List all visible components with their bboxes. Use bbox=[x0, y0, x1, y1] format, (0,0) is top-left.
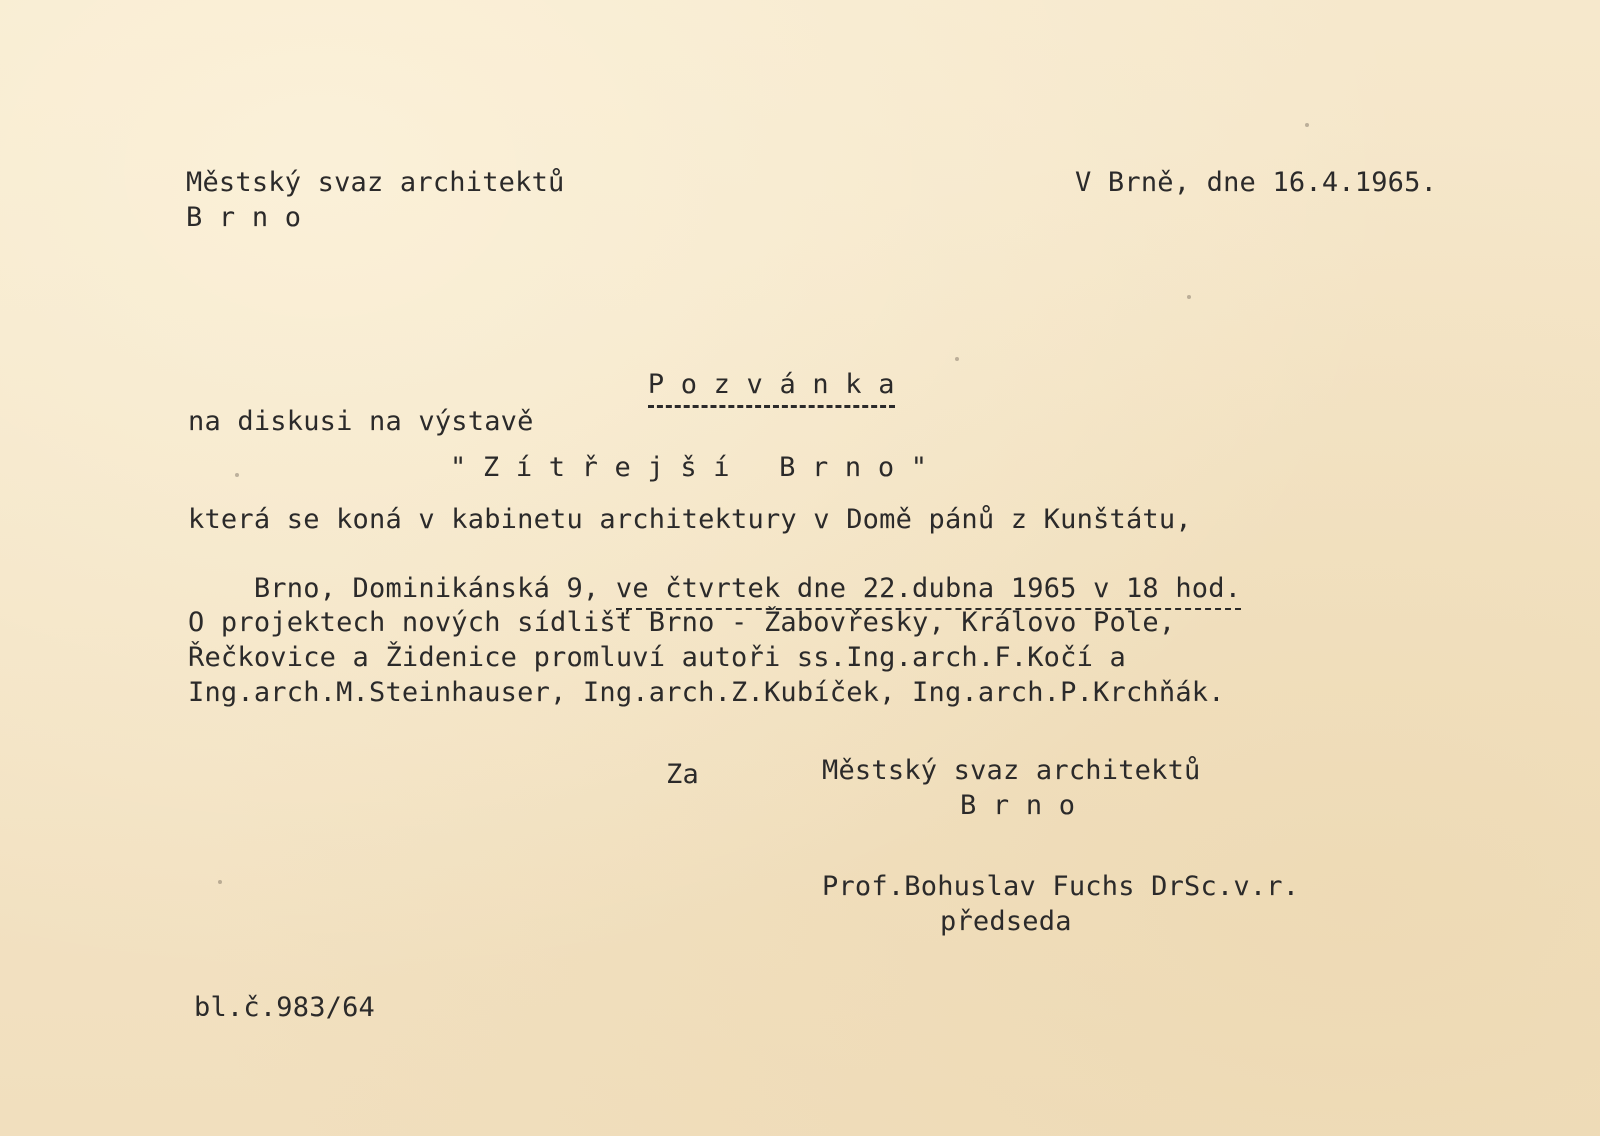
signatory-name: Prof.Bohuslav Fuchs DrSc.v.r. bbox=[822, 871, 1300, 902]
document-title-text: P o z v á n k a bbox=[648, 368, 895, 408]
event-datetime: ve čtvrtek dne 22.dubna 1965 v 18 hod. bbox=[616, 572, 1241, 610]
speakers-line-1: O projektech nových sídlišť Brno - Žabovřesky, Královo Pole, bbox=[188, 607, 1176, 638]
body-intro: na diskusi na výstavě bbox=[188, 406, 534, 437]
speakers-line-3: Ing.arch.M.Steinhauser, Ing.arch.Z.Kubíček, Ing.arch.P.Krchňák. bbox=[188, 677, 1225, 708]
exhibition-name: " Z í t ř e j š í B r n o " bbox=[450, 452, 928, 483]
closing-za: Za bbox=[666, 759, 699, 790]
paper-speck bbox=[1305, 123, 1309, 127]
document-title bbox=[582, 334, 895, 442]
paper-speck bbox=[218, 880, 222, 884]
venue-line-1: která se koná v kabinetu architektury v Domě pánů z Kunštátu, bbox=[188, 504, 1192, 535]
speakers-line-2: Řečkovice a Židenice promluví autoři ss.Ing.arch.F.Kočí a bbox=[188, 642, 1126, 673]
date-line: V Brně, dne 16.4.1965. bbox=[1075, 167, 1438, 198]
venue-address: Brno, Dominikánská 9, bbox=[253, 573, 616, 604]
paper-speck bbox=[235, 473, 239, 477]
signatory-role: předseda bbox=[940, 906, 1072, 937]
paper-speck bbox=[1187, 295, 1191, 299]
reference-number: bl.č.983/64 bbox=[194, 992, 376, 1023]
sender-organization: Městský svaz architektů bbox=[186, 167, 565, 198]
sender-city: B r n o bbox=[186, 202, 302, 233]
closing-organization: Městský svaz architektů bbox=[822, 755, 1201, 786]
closing-city: B r n o bbox=[960, 790, 1076, 821]
paper-speck bbox=[955, 357, 959, 361]
